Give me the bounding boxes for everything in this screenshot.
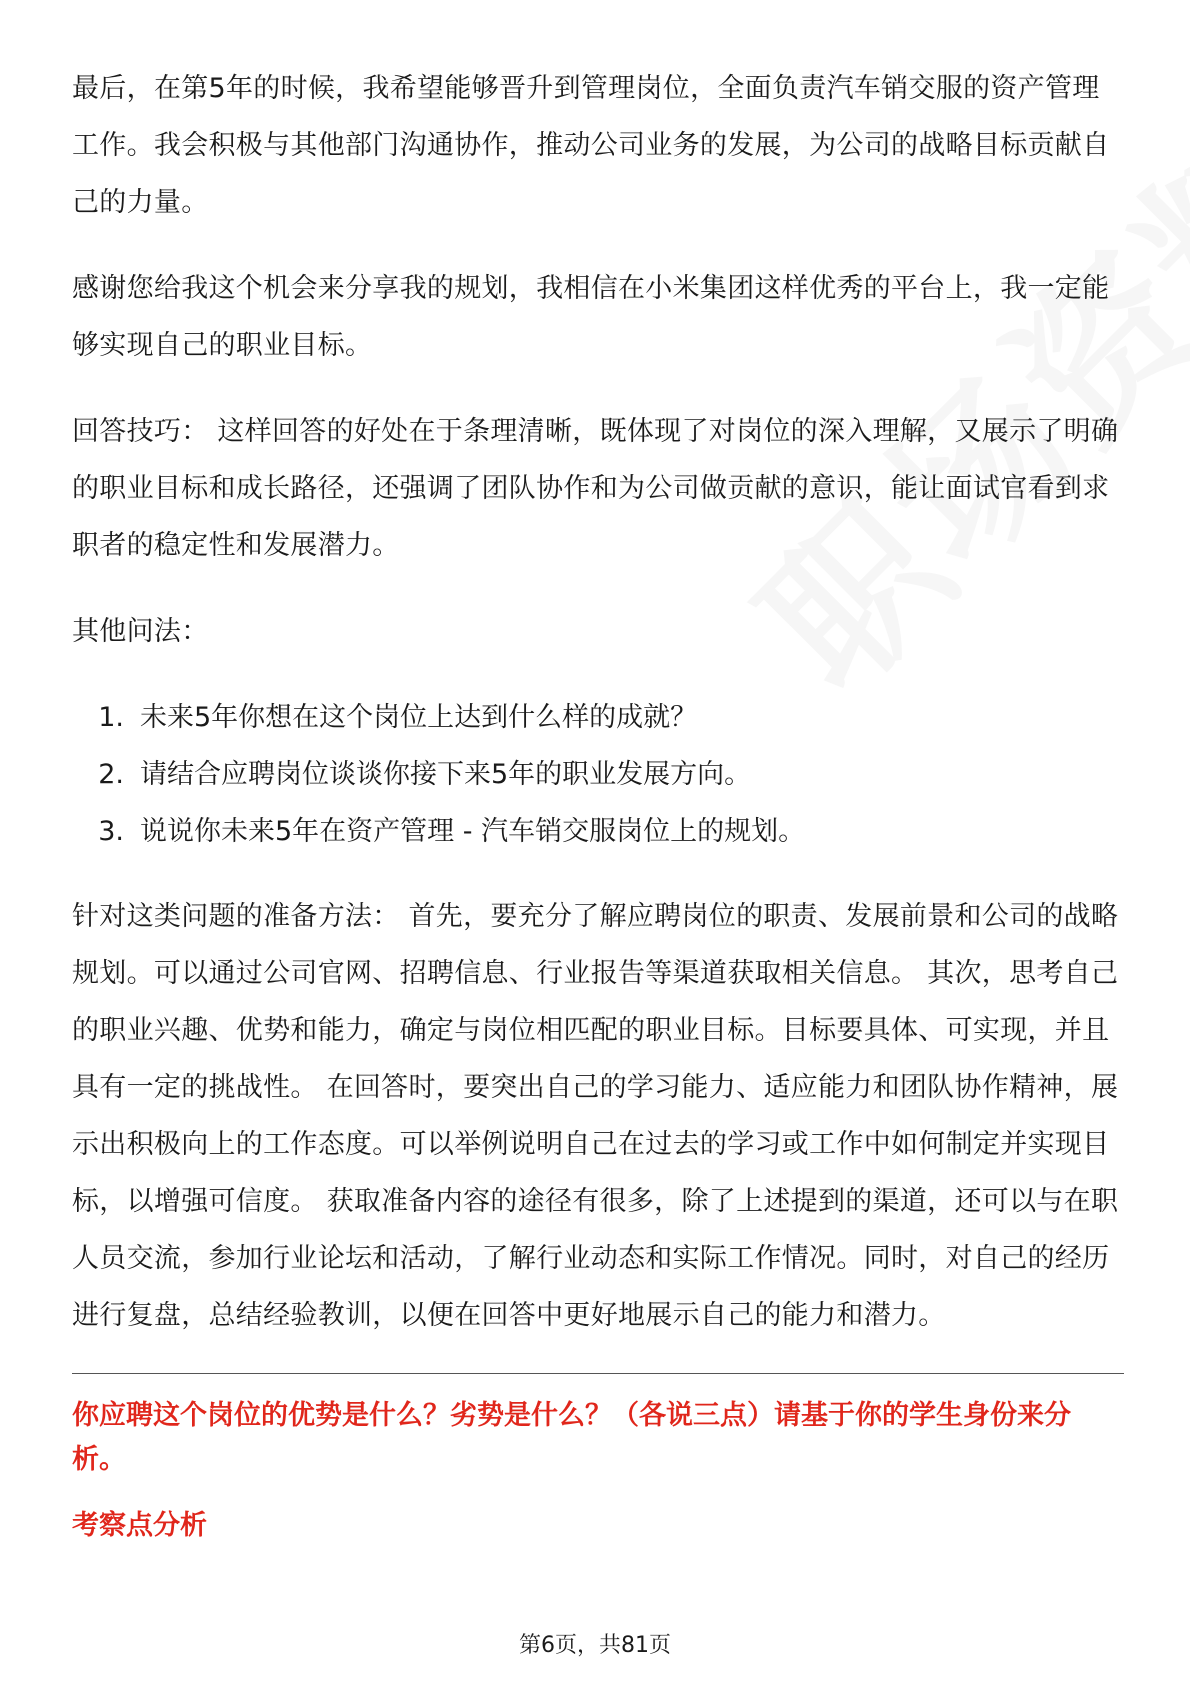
next-question-title: 你应聘这个岗位的优势是什么？劣势是什么？（各说三点）请基于你的学生身份来分析。: [72, 1400, 1071, 1475]
section-divider: [72, 1373, 1124, 1374]
list-item: [72, 746, 1124, 803]
list-item-text: 未来5年你想在这个岗位上达到什么样的成就？: [140, 702, 698, 733]
paragraph-final-goal: 最后，在第5年的时候，我希望能够晋升到管理岗位，全面负责汽车销交服的资产管理工作。我会积极与其他部门沟通协作，推动公司业务的发展，为公司的战略目标贡献自己的力量。: [72, 73, 1110, 218]
list-item-number: 2.: [98, 759, 124, 790]
list-item-number: 3.: [98, 816, 124, 847]
paragraph-answer-tips: 回答技巧： 这样回答的好处在于条理清晰，既体现了对岗位的深入理解，又展示了明确的职业目标和成长路径，还强调了团队协作和为公司做贡献的意识，能让面试官看到求职者的稳定性和发展潜力。: [72, 416, 1119, 561]
other-questions-list: [72, 689, 1124, 860]
list-item: [72, 689, 1124, 746]
analysis-heading: 考察点分析: [72, 1510, 207, 1541]
list-item: [72, 803, 1124, 860]
page-content: [72, 60, 1124, 1548]
page-footer: 第6页，共81页: [519, 1633, 671, 1658]
paragraph-preparation-method: 针对这类问题的准备方法： 首先，要充分了解应聘岗位的职责、发展前景和公司的战略规划。可以通过公司官网、招聘信息、行业报告等渠道获取相关信息。 其次，思考自己的职业兴趣、优势和能力，确定与岗位相匹配的职业目标。目标要具体、可实现，并且具有一定的挑战性。 在回答时，要突出自己的学习能力、适应能力和团队协作精神，展示出积极向上的工作态度。可以举例说明自己在过去的学习或工作中如何制定并实现目标，以增强可信度。 获取准备内容的途径有很多，除了上述提到的渠道，还可以与在职人员交流，参加行业论坛和活动，了解行业动态和实际工作情况。同时，对自己的经历进行复盘，总结经验教训，以便在回答中更好地展示自己的能力和潜力。: [72, 901, 1119, 1331]
paragraph-thanks: 感谢您给我这个机会来分享我的规划，我相信在小米集团这样优秀的平台上，我一定能够实现自己的职业目标。: [72, 273, 1110, 361]
list-item-text: 请结合应聘岗位谈谈你接下来5年的职业发展方向。: [140, 759, 752, 790]
list-item-number: 1.: [98, 702, 124, 733]
list-item-text: 说说你未来5年在资产管理 - 汽车销交服岗位上的规划。: [140, 816, 806, 847]
paragraph-other-questions-label: 其他问法：: [72, 616, 209, 647]
